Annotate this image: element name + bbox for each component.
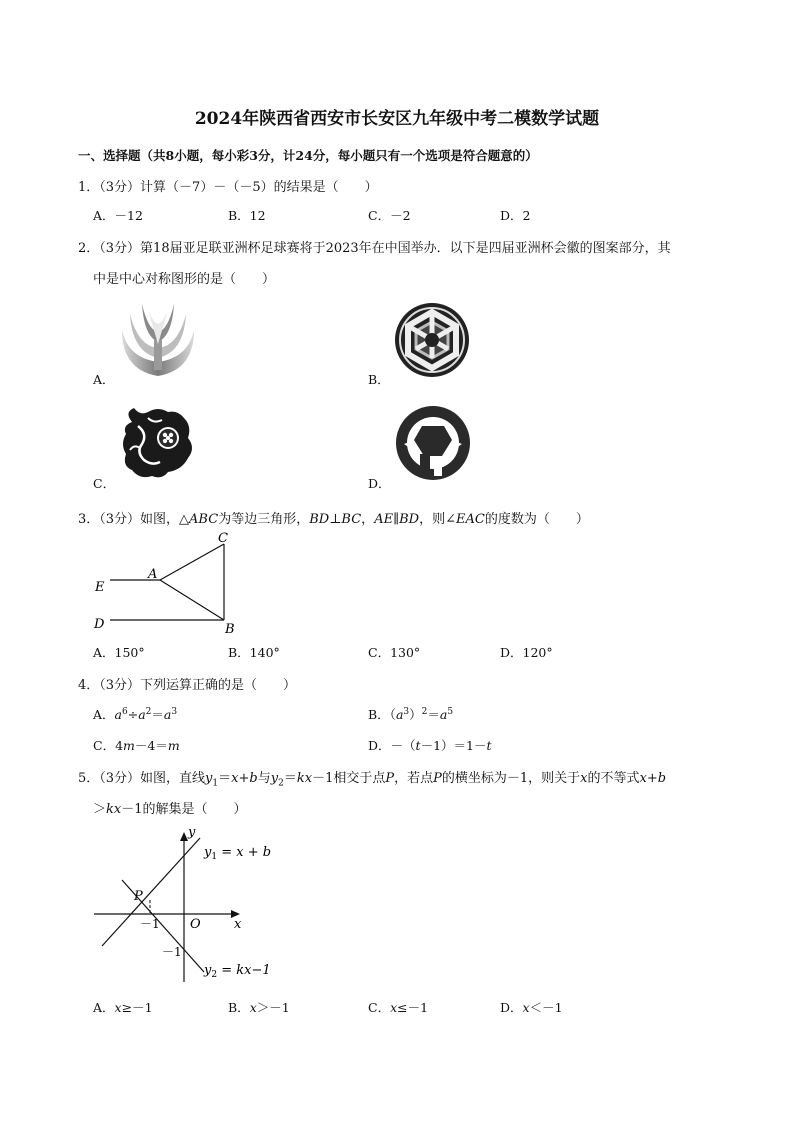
op: ＝: [151, 707, 164, 722]
origin-label: O: [190, 917, 201, 932]
var: t: [486, 738, 492, 753]
q3-var: BD: [309, 512, 330, 527]
sub: 1: [211, 852, 218, 862]
q5-graph-figure: [88, 822, 288, 986]
q5-option-a: [93, 998, 153, 1016]
opt-label: C．: [368, 1000, 391, 1015]
q5-text: 的横坐标为－1，则关于: [441, 771, 581, 786]
opt-label: A．: [93, 1000, 115, 1015]
q2-stem-line2: 中是中心对称图形的是（ ）: [93, 272, 276, 287]
q3-var: BC: [341, 512, 362, 527]
q4-option-d: [368, 736, 492, 754]
sub: 2: [211, 970, 218, 980]
op: ÷: [127, 707, 139, 722]
opt-label: D．－（: [368, 738, 416, 753]
var: x: [231, 771, 239, 786]
q5-stem-line2: [93, 798, 247, 817]
opt-label: D．: [500, 1000, 523, 1015]
var: y: [204, 845, 212, 860]
var: x: [580, 771, 588, 786]
q2-option-b: B．: [368, 372, 390, 387]
rest: = kx−1: [217, 963, 271, 978]
var: m: [123, 738, 135, 753]
q3-var: BD: [399, 512, 420, 527]
var: t: [415, 738, 421, 753]
op: +: [646, 771, 658, 786]
q3-text: 3．（3分）如图，△: [78, 512, 190, 527]
var: y: [205, 771, 213, 786]
var: kx: [296, 771, 313, 786]
q3-option-a: A．150°: [93, 645, 145, 660]
var: y: [270, 771, 279, 786]
q5-text: 与: [257, 771, 271, 786]
q5-text: －1的解集是（ ）: [121, 802, 247, 817]
var: x: [114, 1000, 122, 1015]
var: a: [439, 707, 448, 722]
op: ≤－1: [397, 1000, 429, 1015]
op: －4＝: [134, 738, 168, 753]
var: x: [522, 1000, 530, 1015]
var: P: [385, 771, 395, 786]
q4-option-b: [368, 705, 453, 723]
q4-stem: 4．（3分）下列运算正确的是（ ）: [78, 678, 297, 693]
dragon-ball-emblem-icon: [118, 404, 198, 482]
var: P: [433, 771, 442, 786]
q3-text: ，则∠: [419, 512, 456, 527]
label-a: A: [148, 567, 158, 582]
q3-text: 的度数为（ ）: [484, 512, 589, 527]
opt-label: B．（: [368, 707, 396, 722]
neg1-y-label: －1: [162, 945, 182, 959]
trophy-emblem-icon: [118, 300, 198, 380]
q2-option-a: A．: [93, 372, 115, 387]
exp: 2: [145, 706, 152, 717]
var: m: [167, 738, 180, 753]
exp: 6: [121, 706, 128, 717]
q3-text: ∥: [393, 512, 400, 527]
op: ）: [409, 707, 422, 722]
x-axis-label: x: [234, 917, 242, 932]
op: ＞: [93, 802, 107, 817]
q3-var: AE: [374, 512, 394, 527]
q1-option-c: C．－2: [368, 208, 411, 223]
var: a: [138, 707, 146, 722]
q3-option-b: B．140°: [228, 645, 280, 660]
var: x: [390, 1000, 398, 1015]
var: b: [249, 771, 258, 786]
label-e: E: [95, 580, 105, 595]
op: ＝: [218, 771, 232, 786]
q1-option-d: D．2: [500, 208, 531, 223]
label-b: B: [225, 622, 235, 637]
q2-option-c: C．: [93, 476, 116, 491]
op: ＝: [427, 707, 440, 722]
label-c: C: [218, 531, 228, 546]
q3-text: ，: [361, 512, 375, 527]
var: y: [204, 963, 212, 978]
q3-text: 为等边三角形，: [218, 512, 310, 527]
var: a: [395, 707, 404, 722]
line1-label: [203, 845, 271, 862]
exp: 5: [447, 706, 454, 717]
var: a: [163, 707, 172, 722]
opt-label: B．: [228, 1000, 250, 1015]
page-title: 2024年陕西省西安市长安区九年级中考二模数学试题: [194, 109, 600, 129]
q1-stem: 1．（3分）计算（－7）－（－5）的结果是（ ）: [78, 180, 378, 195]
y-axis-label: y: [188, 825, 196, 840]
exp: 3: [171, 706, 178, 717]
exp: 2: [421, 706, 428, 717]
q5-option-b: [228, 998, 290, 1016]
var: a: [114, 707, 122, 722]
var: b: [657, 771, 667, 786]
var: x: [639, 771, 647, 786]
exp: 3: [403, 706, 410, 717]
q1-option-a: A．－12: [93, 208, 143, 223]
q1-option-b: B．12: [228, 208, 266, 223]
ring-emblem-icon: [394, 404, 472, 482]
neg1-x-label: －1: [140, 917, 160, 931]
line2-label: [203, 963, 271, 980]
var: kx: [106, 802, 122, 817]
q2-option-d: D．: [368, 476, 391, 491]
rest: = x + b: [217, 845, 272, 860]
sub: 1: [212, 778, 219, 789]
op: －1）＝1－: [420, 738, 487, 753]
point-p-label: P: [134, 889, 143, 904]
q5-text: 的不等式: [587, 771, 640, 786]
q3-text: ⊥: [329, 512, 342, 527]
q3-stem: [78, 508, 589, 527]
var: x: [249, 1000, 257, 1015]
q3-option-c: C．130°: [368, 645, 421, 660]
op: ＜－1: [529, 1000, 563, 1015]
q3-var: EAC: [455, 512, 485, 527]
q4-option-c: [93, 736, 180, 754]
q5-option-d: [500, 998, 563, 1016]
knot-emblem-icon: [394, 302, 470, 378]
q3-triangle-figure: [88, 528, 248, 638]
op: ＝: [283, 771, 297, 786]
q5-text: 5．（3分）如图，直线: [78, 771, 206, 786]
q2-stem-line1: 2．（3分）第18届亚足联亚洲杯足球赛将于2023年在中国举办．以下是四届亚洲杯会徽的图案部分，其: [78, 241, 671, 256]
q4-option-a: [93, 705, 177, 723]
op: +: [238, 771, 250, 786]
opt-label: C．4: [93, 738, 124, 753]
sub: 2: [278, 778, 284, 789]
label-d: D: [94, 617, 105, 632]
section-heading: 一、选择题（共8小题，每小彩3分，计24分，每小题只有一个选项是符合题意的）: [78, 148, 538, 163]
op: ＞－1: [256, 1000, 290, 1015]
q5-text: ，若点: [394, 771, 434, 786]
op: ≥－1: [121, 1000, 153, 1015]
q3-var: ABC: [189, 512, 219, 527]
q5-option-c: [368, 998, 428, 1016]
q5-stem-line1: [78, 767, 666, 789]
opt-label: A．: [93, 707, 115, 722]
q5-text: －1相交于点: [312, 771, 386, 786]
q3-option-d: D．120°: [500, 645, 553, 660]
